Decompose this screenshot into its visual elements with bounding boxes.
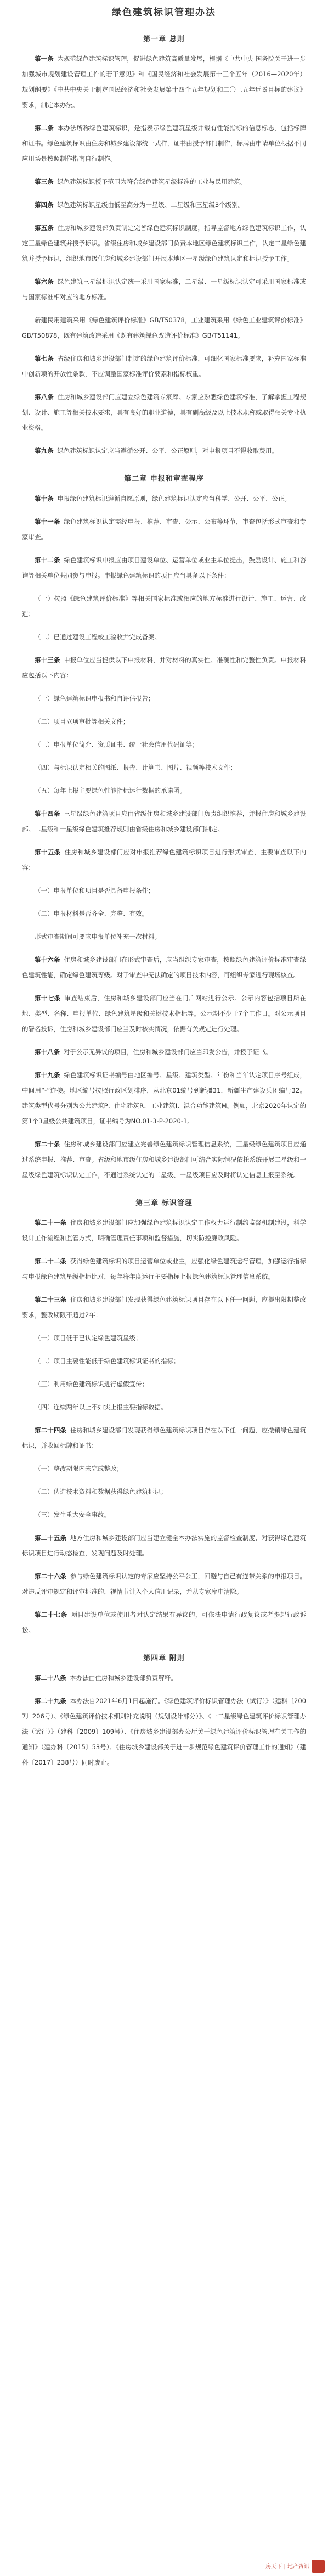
article-text: 住房和城乡建设部门发现获得绿色建筑标识项目存在以下任一问题，应提出限期整改要求，整改期限不超过2年： — [22, 1296, 306, 1319]
chapter-heading: 第二章 申报和审查程序 — [124, 475, 204, 483]
article-number: 第二十二条 — [35, 1257, 67, 1265]
article-text: 获得绿色建筑标识的项目运营单位或业主，应强化绿色建筑运行管理，加强运行指标与申报绿色建筑星级指标比对，每年将年度运行主要指标上报绿色建筑标识管理信息系统。 — [22, 1257, 306, 1280]
article-number: 第二十七条 — [35, 1611, 67, 1619]
article-number: 第十七条 — [35, 994, 61, 1002]
article-text: 住房和城乡建设部门应加强绿色建筑标识认定工作权力运行制约监督机制建设，科学设计工作流程和监管方式，明确管理责任事项和监督措施，切实防控廉政风险。 — [22, 1219, 306, 1242]
article-item — [22, 1461, 306, 1476]
article-text: （三）申报单位简介、资质证书、统一社会信用代码证等； — [35, 741, 199, 748]
article-text: 住房和城乡建设部门应对申报推荐绿色建筑标识项目进行形式审查，主要审查以下内容： — [22, 848, 307, 871]
article-text: （一）申报单位和项目是否具备申报条件； — [35, 887, 155, 894]
article-paragraph — [22, 514, 306, 545]
article-text: （五）每年上报主要绿色性能指标运行数据的承诺函。 — [35, 787, 186, 794]
chapter-heading: 第一章 总则 — [143, 35, 185, 43]
article-text: 住房和城乡建设部门发现获得绿色建筑标识项目存在以下任一问题，应撤销绿色建筑标识，并收回标牌和证书： — [22, 1426, 306, 1449]
article-number: 第十三条 — [35, 656, 60, 664]
article-item — [22, 1484, 306, 1499]
article-paragraph — [22, 1423, 306, 1453]
article-paragraph — [22, 806, 306, 837]
article-text: 地方住房和城乡建设部门应当建立健全本办法实施的监督检查制度，对获得绿色建筑标识项目进行动态检查，发现问题及时处理。 — [22, 1534, 306, 1557]
article-text: 形式审查期间可要求申报单位补充一次材料。 — [35, 933, 161, 940]
article-item — [22, 714, 306, 729]
article-text: （一）按照《绿色建筑评价标准》等相关国家标准或相应的地方标准进行设计、施工、运营、改造； — [22, 595, 306, 618]
article-text: （二）项目主要性能低于绿色建筑标识证书的指标； — [35, 1357, 180, 1365]
article-text: 项目建设单位或使用者对认定结果有异议的，可依法申请行政复议或者提起行政诉讼。 — [22, 1611, 306, 1634]
article-item — [22, 629, 306, 645]
article-item — [22, 929, 306, 944]
article-item — [22, 312, 306, 343]
article-text: 绿色建筑标识认定应当遵循公开、公平、公正原则，对申报项目不得收取费用。 — [57, 447, 278, 455]
article-paragraph — [22, 51, 306, 113]
article-paragraph — [22, 552, 306, 583]
article-paragraph — [22, 351, 306, 382]
article-number: 第十六条 — [35, 956, 60, 964]
article-text: 省级住房和城乡建设部门制定的绿色建筑评价标准，可细化国家标准要求，补充国家标准中创新项的开放性条款，不应调整国家标准评价要素和指标权重。 — [22, 355, 306, 378]
article-number: 第二十条 — [35, 1140, 60, 1148]
article-number: 第八条 — [35, 393, 54, 401]
article-paragraph — [22, 1693, 306, 1770]
article-text: （三）利用绿色建筑标识进行虚假宣传； — [35, 1380, 148, 1388]
article-number: 第十一条 — [35, 518, 60, 525]
article-number: 第二十五条 — [35, 1534, 67, 1542]
watermark — [259, 2558, 325, 2573]
article-text: 本办法自2021年6月1日起施行。《绿色建筑评价标识管理办法（试行）》（建科〔2007〕206号）、《绿色建筑评价技术细则补充说明（规划设计部分）》、《一二星级绿色建筑评价标识管理办法（试行）》（建科〔2009〕109号）、《住房城乡建设部办公厅关于绿色建筑评价标识管理有关工作的通知》（建办科〔2015〕53号）、《住房城乡建设部关于进一步规范绿色建筑评价管理工作的通知》（建科〔2017〕238号）同时废止。 — [22, 1697, 307, 1766]
article-text: 住房和城乡建设部门在形式审查后，应当组织专家审查，按照绿色建筑评价标准审查绿色建筑性能，确定绿色建筑等级。对于审查中无法确定的项目技术内容，可组织专家进行现场核查。 — [22, 956, 306, 979]
article-paragraph — [22, 1607, 306, 1638]
article-number: 第十八条 — [35, 1048, 60, 1056]
article-number: 第三条 — [35, 178, 54, 186]
article-paragraph — [22, 120, 306, 166]
article-number: 第二十九条 — [35, 1697, 66, 1705]
article-text: 住房和城乡建设部门应建立完善绿色建筑标识管理信息系统，三星级绿色建筑项目应通过系统申报、推荐、审查。省级和地市级住房和城乡建设部门可结合实际情况依托系统开展二星级和一星级绿色建筑标识认定工作，不通过系统认定的二星级、一星级项目应及时将认定信息上报至系统。 — [22, 1140, 306, 1179]
chapter-heading: 第四章 附则 — [143, 1654, 185, 1662]
article-paragraph — [22, 652, 306, 683]
watermark-logo-icon — [312, 2560, 325, 2573]
article-number: 第九条 — [35, 447, 54, 455]
article-number: 第二条 — [35, 124, 54, 132]
article-item — [22, 906, 306, 921]
article-item — [22, 1507, 306, 1522]
article-number: 第十条 — [35, 495, 54, 502]
article-text: （一）项目低于已认定绿色建筑星级； — [35, 1334, 142, 1342]
article-item — [22, 760, 306, 775]
article-number: 第十九条 — [35, 1071, 60, 1079]
article-paragraph — [22, 220, 306, 266]
document — [22, 0, 306, 1778]
article-item — [22, 1353, 306, 1369]
article-text: 绿色建筑标识授予范围为符合绿色建筑星级标准的工业与民用建筑。 — [57, 178, 247, 186]
article-number: 第七条 — [35, 355, 54, 362]
article-paragraph — [22, 1067, 306, 1129]
article-item — [22, 783, 306, 798]
article-text: （三）发生重大安全事故。 — [35, 1511, 110, 1519]
article-paragraph — [22, 1044, 306, 1060]
article-paragraph — [22, 1670, 306, 1685]
article-number: 第五条 — [35, 224, 54, 232]
article-text: 本办法所称绿色建筑标识，是指表示绿色建筑星级并载有性能指标的信息标志，包括标牌和证书。绿色建筑标识由住房和城乡建设部统一式样，证书由授予部门制作，标牌由申请单位根据不同应用场景按照制作指南自行制作。 — [22, 124, 306, 163]
article-text: （二）项目立项审批等相关文件； — [35, 718, 129, 725]
article-item — [22, 1376, 306, 1392]
article-text: 绿色建筑标识申报应由项目建设单位、运营单位或业主单位提出，鼓励设计、施工和咨询等相关单位共同参与申报。申报绿色建筑标识的项目应当具备以下条件： — [22, 556, 306, 579]
article-text: （四）连续两年以上不如实上报主要指标数据。 — [35, 1403, 167, 1411]
article-paragraph — [22, 1530, 306, 1561]
article-text: （四）与标识认定相关的图纸、报告、计算书、图片、视频等技术文件； — [35, 764, 236, 771]
article-number: 第二十四条 — [35, 1426, 67, 1434]
document-title: 绿色建筑标识管理办法 — [112, 7, 216, 18]
article-paragraph — [22, 443, 306, 458]
article-number: 第二十八条 — [35, 1674, 66, 1682]
article-text: 新建民用建筑采用《绿色建筑评价标准》GB/T50378，工业建筑采用《绿色工业建筑评价标准》GB/T50878，既有建筑改造采用《既有建筑绿色改造评价标准》GB/T51141。 — [22, 316, 306, 339]
article-number: 第十五条 — [35, 848, 61, 856]
article-number: 第四条 — [35, 201, 54, 209]
article-text: 绿色建筑三星级标识认定统一采用国家标准，二星级、一星级标识认定可采用国家标准或与国家标准相对应的地方标准。 — [22, 278, 306, 301]
article-text: （一）绿色建筑标识申报书和自评估报告； — [35, 695, 155, 702]
article-text: 为规范绿色建筑标识管理，促进绿色建筑高质量发展，根据《中共中央 国务院关于进一步加强城市规划建设管理工作的若干意见》和《国民经济和社会发展第十三个五年（2016—2020年）规划纲要》《中共中央关于制定国民经济和社会发展第十四个五年规划和二〇三五年远景目标的建议》要求，制定本办法。 — [22, 55, 307, 109]
article-text: 参与绿色建筑标识认定的专家应坚持公平公正，回避与自己有连带关系的申报项目。对违反评审规定和评审标准的，视情节计入个人信用记录，并从专家库中清除。 — [22, 1572, 306, 1595]
article-item — [22, 1330, 306, 1346]
article-text: 申报单位应当提供以下申报材料，并对材料的真实性、准确性和完整性负责。申报材料应包括以下内容： — [22, 656, 306, 679]
article-item — [22, 691, 306, 706]
article-number: 第二十一条 — [35, 1219, 67, 1227]
article-text: 审查结束后，住房和城乡建设部门应当在门户网站进行公示。公示内容包括项目所在地、类型、名称、申报单位、绿色建筑星级和关键技术指标等。公示期不少于7个工作日。对公示项目的署名投诉，住房和城乡建设部门应当及时核实情况，依据有关规定进行处理。 — [22, 994, 307, 1033]
article-text: 对于公示无异议的项目，住房和城乡建设部门应当印发公告，并授予证书。 — [63, 1048, 272, 1056]
article-paragraph — [22, 274, 306, 305]
article-text: 绿色建筑标识认定需经申报、推荐、审查、公示、公布等环节，审查包括形式审查和专家审查。 — [22, 518, 306, 541]
article-number: 第二十六条 — [35, 1572, 67, 1580]
article-paragraph — [22, 174, 306, 189]
article-paragraph — [22, 1292, 306, 1323]
article-text: （一）整改期限内未完成整改； — [35, 1465, 123, 1472]
article-text: 申报绿色建筑标识遵循自愿原则，绿色建筑标识认定应当科学、公开、公平、公正。 — [57, 495, 291, 502]
article-paragraph — [22, 1569, 306, 1599]
article-item — [22, 883, 306, 898]
article-number: 第六条 — [35, 278, 54, 285]
article-paragraph — [22, 1253, 306, 1284]
article-text: （二）伪造技术资料和数据获得绿色建筑标识； — [35, 1488, 167, 1496]
article-paragraph — [22, 491, 306, 506]
document-body — [22, 33, 306, 1770]
article-item — [22, 1399, 306, 1415]
article-text: 三星级绿色建筑项目应由省级住房和城乡建设部门负责组织推荐，并报住房和城乡建设部。二星级和一星级绿色建筑推荐规则由省级住房和城乡建设部门制定。 — [22, 810, 306, 833]
article-number: 第一条 — [35, 55, 54, 63]
article-paragraph — [22, 844, 306, 875]
article-number: 第十四条 — [35, 810, 60, 817]
article-paragraph — [22, 389, 306, 435]
article-paragraph — [22, 197, 306, 212]
article-text: 绿色建筑标识星级由低至高分为一星级、二星级和三星级3个级别。 — [57, 201, 245, 209]
article-text: （二）已通过建设工程竣工验收并完成备案。 — [35, 633, 161, 641]
article-item — [22, 591, 306, 621]
article-item — [22, 737, 306, 752]
article-number: 第二十三条 — [35, 1296, 67, 1303]
article-text: 本办法由住房和城乡建设部负责解释。 — [70, 1674, 177, 1682]
article-text: 住房和城乡建设部门应建立绿色建筑专家库。专家应熟悉绿色建筑标准，了解掌握工程规划、设计、施工等相关技术要求，具有良好的职业道德，具有副高级及以上技术职称或取得相关专业执业资格。 — [22, 393, 306, 432]
article-paragraph — [22, 1136, 306, 1183]
chapter-heading: 第三章 标识管理 — [135, 1199, 193, 1207]
article-number: 第十二条 — [35, 556, 60, 564]
article-text: （二）申报材料是否齐全、完整、有效。 — [35, 910, 148, 917]
article-text: 绿色建筑标识证书编号由地区编号、星级、建筑类型、年份和当年认定项目序号组成，中间用“-”连接。地区编号按照行政区划排序，从北京01编号到新疆31，新疆生产建设兵团编号32。建筑类型代号分别为公共建筑P、住宅建筑R、工业建筑I、混合功能建筑M。例如，北京2020年认定的第1个3星级公共建筑项目，证书编号为NO.01-3-P-2020-1。 — [22, 1071, 306, 1125]
article-paragraph — [22, 952, 306, 983]
watermark-text: 房天下 | 地产资讯 — [265, 2564, 309, 2570]
article-paragraph — [22, 1215, 306, 1246]
article-paragraph — [22, 990, 306, 1037]
article-text: 住房和城乡建设部负责制定完善绿色建筑标识制度，指导监督地方绿色建筑标识工作，认定三星绿色建筑并授予标识。省级住房和城乡建设部门负责本地区绿色建筑标识工作，认定二星绿色建筑并授予标识，组织地市级住房和城乡建设部门开展本地区一星级绿色建筑认定和标识授予工作。 — [22, 224, 306, 262]
